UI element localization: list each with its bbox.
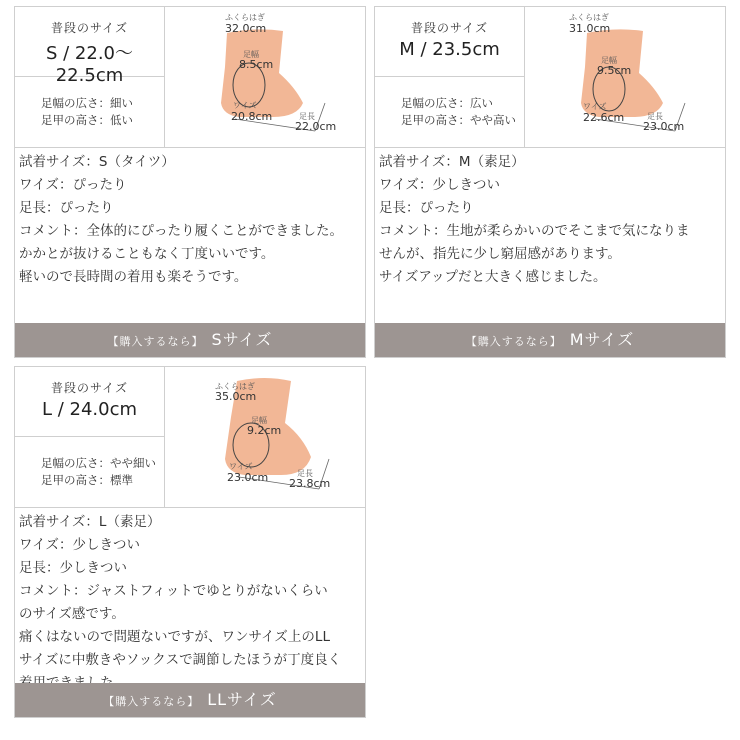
width-value: 9.5cm [597, 64, 632, 77]
card-header [15, 367, 365, 508]
calf-label: ふくらはぎ [215, 382, 255, 391]
review-text [19, 511, 363, 695]
review-line: 試着サイズ：M（素足） [379, 154, 525, 170]
width-small-label: 足幅 [243, 50, 259, 59]
review-line: 足長：ぴったり [19, 200, 114, 216]
usual-size-box [375, 7, 525, 77]
review-text [379, 151, 723, 289]
review-line: 痛くはないので問題ないですが、ワンサイズ上のLL [19, 629, 330, 645]
foot-shape-box [15, 77, 165, 147]
review-line: 試着サイズ：L（素足） [19, 514, 161, 530]
length-label: 足長 [297, 469, 313, 478]
calf-label: ふくらはぎ [569, 13, 609, 22]
width-value: 8.5cm [239, 58, 274, 71]
button-prefix: 【購入するなら】 [107, 335, 204, 348]
calf-value: 32.0cm [225, 22, 267, 35]
review-line: ワイズ：少しきつい [379, 177, 500, 193]
size-card-m [374, 6, 726, 358]
button-size-label: Mサイズ [569, 330, 635, 349]
foot-diagram [165, 367, 365, 507]
button-size-label: Sサイズ [211, 330, 273, 349]
foot-width-line: 足幅の広さ：やや細い [41, 456, 156, 470]
foot-diagram [525, 7, 725, 147]
instep-height-line: 足甲の高さ：低い [41, 113, 133, 127]
usual-size-value: S / 22.0〜22.5cm [45, 43, 133, 86]
wise-value: 23.0cm [227, 471, 269, 484]
button-size-label: LLサイズ [207, 690, 277, 709]
review-line: サイズに中敷きやソックスで調節したほうが丁度良く [19, 652, 342, 668]
review-line: ワイズ：少しきつい [19, 537, 140, 553]
button-prefix: 【購入するなら】 [103, 695, 200, 708]
calf-value: 35.0cm [215, 390, 257, 403]
review-line: 軽いので長時間の着用も楽そうです。 [19, 269, 248, 285]
width-small-label: 足幅 [251, 416, 267, 425]
foot-width-line: 足幅の広さ：広い [401, 96, 493, 110]
width-small-label: 足幅 [601, 56, 617, 65]
length-label: 足長 [299, 112, 315, 121]
width-value: 9.2cm [247, 424, 282, 437]
usual-size-caption: 普段のサイズ [50, 21, 129, 35]
foot-width-line: 足幅の広さ：細い [41, 96, 133, 110]
usual-size-caption: 普段のサイズ [410, 21, 489, 35]
foot-illustration [525, 7, 725, 147]
usual-size-box [15, 7, 165, 86]
length-value: 23.8cm [289, 477, 331, 490]
review-line: のサイズ感です。 [19, 606, 125, 622]
card-header [15, 7, 365, 148]
review-line: コメント：全体的にぴったり履くことができました。 [19, 223, 343, 239]
review-line: 試着サイズ：S（タイツ） [19, 154, 175, 170]
wise-label: ワイズ [583, 102, 607, 111]
review-line: せんが、指先に少し窮屈感があります。 [379, 246, 621, 262]
calf-value: 31.0cm [569, 22, 611, 35]
foot-shape-box [375, 77, 525, 147]
review-line: ワイズ：ぴったり [19, 177, 127, 193]
wise-label: ワイズ [229, 462, 253, 471]
calf-label: ふくらはぎ [225, 13, 265, 22]
size-card-s [14, 6, 366, 358]
length-value: 23.0cm [643, 120, 685, 133]
button-prefix: 【購入するなら】 [465, 335, 562, 348]
instep-height-line: 足甲の高さ：標準 [41, 473, 133, 487]
buy-m-size-button[interactable] [375, 323, 725, 357]
review-line: コメント：生地が柔らかいのでそこまで気になりま [379, 223, 690, 239]
wise-label: ワイズ [233, 101, 257, 110]
usual-size-caption: 普段のサイズ [50, 381, 129, 395]
foot-diagram [165, 7, 365, 147]
size-card-l [14, 366, 366, 718]
usual-size-box [15, 367, 165, 437]
usual-size-value: M / 23.5cm [399, 39, 500, 60]
wise-value: 22.6cm [583, 111, 625, 124]
review-line: サイズアップだと大きく感じました。 [379, 269, 607, 285]
review-line: かかとが抜けることもなく丁度いいです。 [19, 246, 275, 262]
buy-ll-size-button[interactable] [15, 683, 365, 717]
review-line: 足長：少しきつい [19, 560, 127, 576]
review-line: 足長：ぴったり [379, 200, 474, 216]
buy-s-size-button[interactable] [15, 323, 365, 357]
card-header [375, 7, 725, 148]
length-label: 足長 [647, 112, 663, 121]
foot-shape-box [15, 437, 165, 507]
wise-value: 20.8cm [231, 110, 273, 123]
instep-height-line: 足甲の高さ：やや高い [401, 113, 516, 127]
review-line: コメント：ジャストフィットでゆとりがないくらい [19, 583, 328, 599]
usual-size-value: L / 24.0cm [41, 399, 138, 420]
length-value: 22.0cm [295, 120, 337, 133]
foot-illustration [165, 367, 365, 507]
review-text [19, 151, 363, 289]
